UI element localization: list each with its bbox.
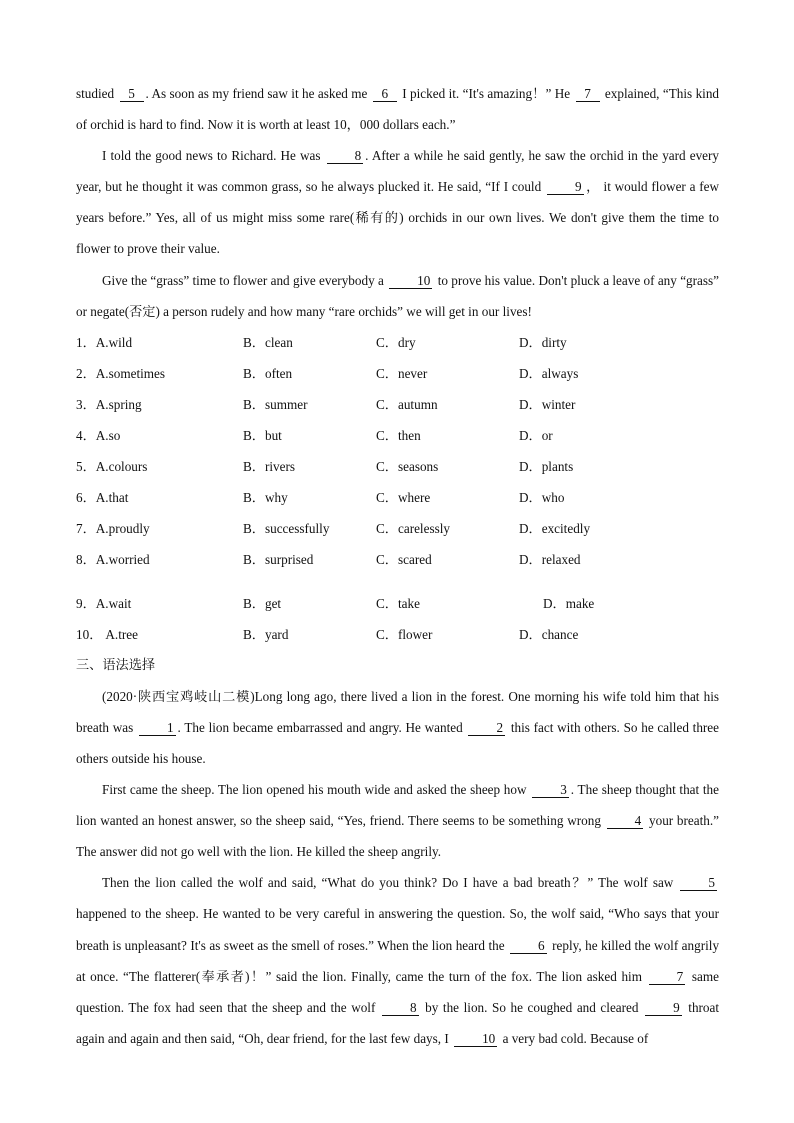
option-b: B．rivers — [243, 459, 296, 475]
blank-3: 3 — [532, 782, 569, 798]
option-a-text: A.proudly — [95, 521, 150, 537]
text: . The lion became embarrassed and angry. He wanted — [177, 719, 463, 735]
text: Give the “grass” time to flower and give everybody a — [102, 272, 384, 288]
text: (2020·陕西宝鸡岐山二模)Long long ago, there lived a lion in the forest. One morning his wife told him that his breath was — [76, 688, 719, 735]
option-b: B．get — [243, 595, 282, 611]
blank-8: 8 — [327, 148, 364, 164]
text: throat again and again and then said, “Oh, dear friend, for the last few days, I — [76, 999, 720, 1046]
question-number: 5． — [76, 459, 96, 475]
option-c: C．then — [376, 428, 421, 444]
option-row-2 — [76, 358, 719, 389]
option-b: B．summer — [243, 396, 308, 412]
blank-10: 10 — [389, 273, 432, 289]
option-row-1 — [76, 327, 719, 358]
option-a-text: A.tree — [105, 626, 138, 642]
option-d: D．winter — [519, 396, 576, 412]
text: I picked it. “It's amazing！” He — [402, 86, 571, 101]
question-number: 8． — [76, 552, 96, 568]
text: this fact with others. So he called three others outside his house. — [76, 719, 720, 766]
option-c: C．autumn — [376, 396, 438, 412]
option-d: D．make — [543, 595, 595, 611]
option-a-text: A.colours — [95, 459, 148, 475]
blank-1: 1 — [139, 720, 176, 736]
option-c: C．never — [376, 365, 428, 381]
option-c: C．flower — [376, 626, 433, 642]
option-d: D．or — [519, 428, 553, 444]
option-a-text: A.that — [95, 490, 129, 506]
passage1-paragraph-1 — [76, 78, 719, 140]
option-row-8 — [76, 544, 719, 575]
text: . After a while he said gently, he saw the orchid in the yard every year, but he thought it was common grass, so he always plucked it. He said, “If I could — [76, 148, 720, 195]
option-c: C．take — [376, 595, 420, 611]
question-number: 4． — [76, 428, 96, 444]
option-a — [76, 420, 120, 451]
option-d: D．excitedly — [519, 521, 591, 537]
option-c: C．scared — [376, 552, 432, 568]
blank-2: 2 — [468, 720, 505, 736]
text: your breath.” The answer did not go well with the lion. He killed the sheep angrily. — [76, 813, 720, 860]
option-a-text: A.spring — [95, 396, 142, 412]
text: First came the sheep. The lion opened his mouth wide and asked the sheep how — [102, 782, 527, 798]
option-a-text: A.sometimes — [95, 365, 166, 381]
text: a very bad cold. Because of — [502, 1030, 649, 1046]
question-number: 10． — [76, 626, 103, 642]
option-c: C．seasons — [376, 459, 439, 475]
option-a — [76, 619, 138, 650]
options-list — [76, 327, 719, 650]
option-b: B．clean — [243, 334, 293, 350]
text: explained, “This kind of orchid is hard to find. Now it is worth at least 10，000 dollars each.” — [76, 86, 720, 133]
option-c: C．where — [376, 490, 431, 506]
option-a — [76, 451, 147, 482]
option-a — [76, 544, 150, 575]
option-row-9 — [76, 588, 719, 619]
passage2-paragraph-1 — [76, 681, 719, 774]
text: I told the good news to Richard. He was — [102, 148, 321, 164]
text: by the lion. So he coughed and cleared — [425, 999, 639, 1015]
blank-6: 6 — [373, 86, 397, 102]
blank-5: 5 — [120, 86, 144, 102]
option-d: D．plants — [519, 459, 574, 475]
option-d: D．who — [519, 490, 565, 506]
question-number: 2． — [76, 365, 96, 381]
text: happened to the sheep. He wanted to be very careful in answering the question. So, the wolf said, “Who says that your breath is unpleasant? It's as sweet as the smell of roses.” When the lion heard the — [76, 906, 719, 953]
option-a — [76, 358, 165, 389]
spacer — [76, 576, 719, 588]
option-b: B．often — [243, 365, 293, 381]
text: reply, he killed the wolf angrily at once. “The flatterer(奉承者)！” said the lion. Finally, came the turn of the fox. The lion asked him — [76, 937, 720, 984]
option-a — [76, 588, 131, 619]
text: studied — [76, 86, 115, 101]
question-number: 1． — [76, 334, 96, 350]
option-a — [76, 482, 128, 513]
option-d: D．always — [519, 365, 579, 381]
question-number: 7． — [76, 521, 96, 537]
text: Then the lion called the wolf and said, “What do you think? Do I have a bad breath？” The wolf saw — [102, 875, 674, 891]
option-row-4 — [76, 420, 719, 451]
text: to prove his value. Don't pluck a leave of any “grass” or negate(否定) a person rudely and how many “rare orchids” we will get in our lives! — [76, 272, 720, 319]
blank-4: 4 — [607, 813, 644, 829]
text: . As soon as my friend saw it he asked me — [145, 86, 368, 101]
option-a-text: A.wild — [95, 334, 133, 350]
option-a — [76, 513, 150, 544]
option-row-3 — [76, 389, 719, 420]
text: ， it would flower a few years before.” Yes, all of us might miss some rare(稀有的) orchids in our own lives. We don't give them the time to flower to prove their value. — [76, 179, 719, 257]
option-d: D．chance — [519, 626, 579, 642]
blank-5: 5 — [680, 875, 717, 891]
option-row-6 — [76, 482, 719, 513]
blank-9: 9 — [547, 179, 584, 195]
option-b: B．successfully — [243, 521, 330, 537]
passage1-paragraph-3 — [76, 265, 719, 327]
passage2-paragraph-2 — [76, 774, 719, 867]
blank-7: 7 — [576, 86, 600, 102]
option-row-5 — [76, 451, 719, 482]
option-a-text: A.worried — [95, 552, 150, 568]
question-number: 9． — [76, 595, 96, 611]
option-a-text: A.so — [95, 428, 121, 444]
option-d: D．dirty — [519, 334, 567, 350]
option-b: B．why — [243, 490, 288, 506]
option-c: C．carelessly — [376, 521, 450, 537]
text: same question. The fox had seen that the sheep and the wolf — [76, 968, 720, 1015]
option-a-text: A.wait — [95, 595, 132, 611]
document-page — [76, 78, 719, 1054]
option-row-7 — [76, 513, 719, 544]
option-b: B．yard — [243, 626, 289, 642]
section-title: 三、语法选择 — [76, 657, 156, 673]
option-d: D．relaxed — [519, 552, 581, 568]
question-number: 6． — [76, 490, 96, 506]
option-a — [76, 327, 132, 358]
passage2-paragraph-3 — [76, 867, 719, 1054]
text: . The sheep thought that the lion wanted an honest answer, so the sheep said, “Yes, friend. There seems to be something wrong — [76, 782, 719, 829]
question-number: 3． — [76, 396, 96, 412]
option-a — [76, 389, 142, 420]
option-b: B．surprised — [243, 552, 314, 568]
passage1-paragraph-2 — [76, 140, 719, 264]
option-b: B．but — [243, 428, 282, 444]
blank-6: 6 — [510, 938, 547, 954]
blank-9: 9 — [645, 1000, 682, 1016]
option-c: C．dry — [376, 334, 416, 350]
blank-7: 7 — [649, 969, 686, 985]
blank-8: 8 — [382, 1000, 419, 1016]
option-row-10 — [76, 619, 719, 650]
blank-10: 10 — [454, 1031, 497, 1047]
